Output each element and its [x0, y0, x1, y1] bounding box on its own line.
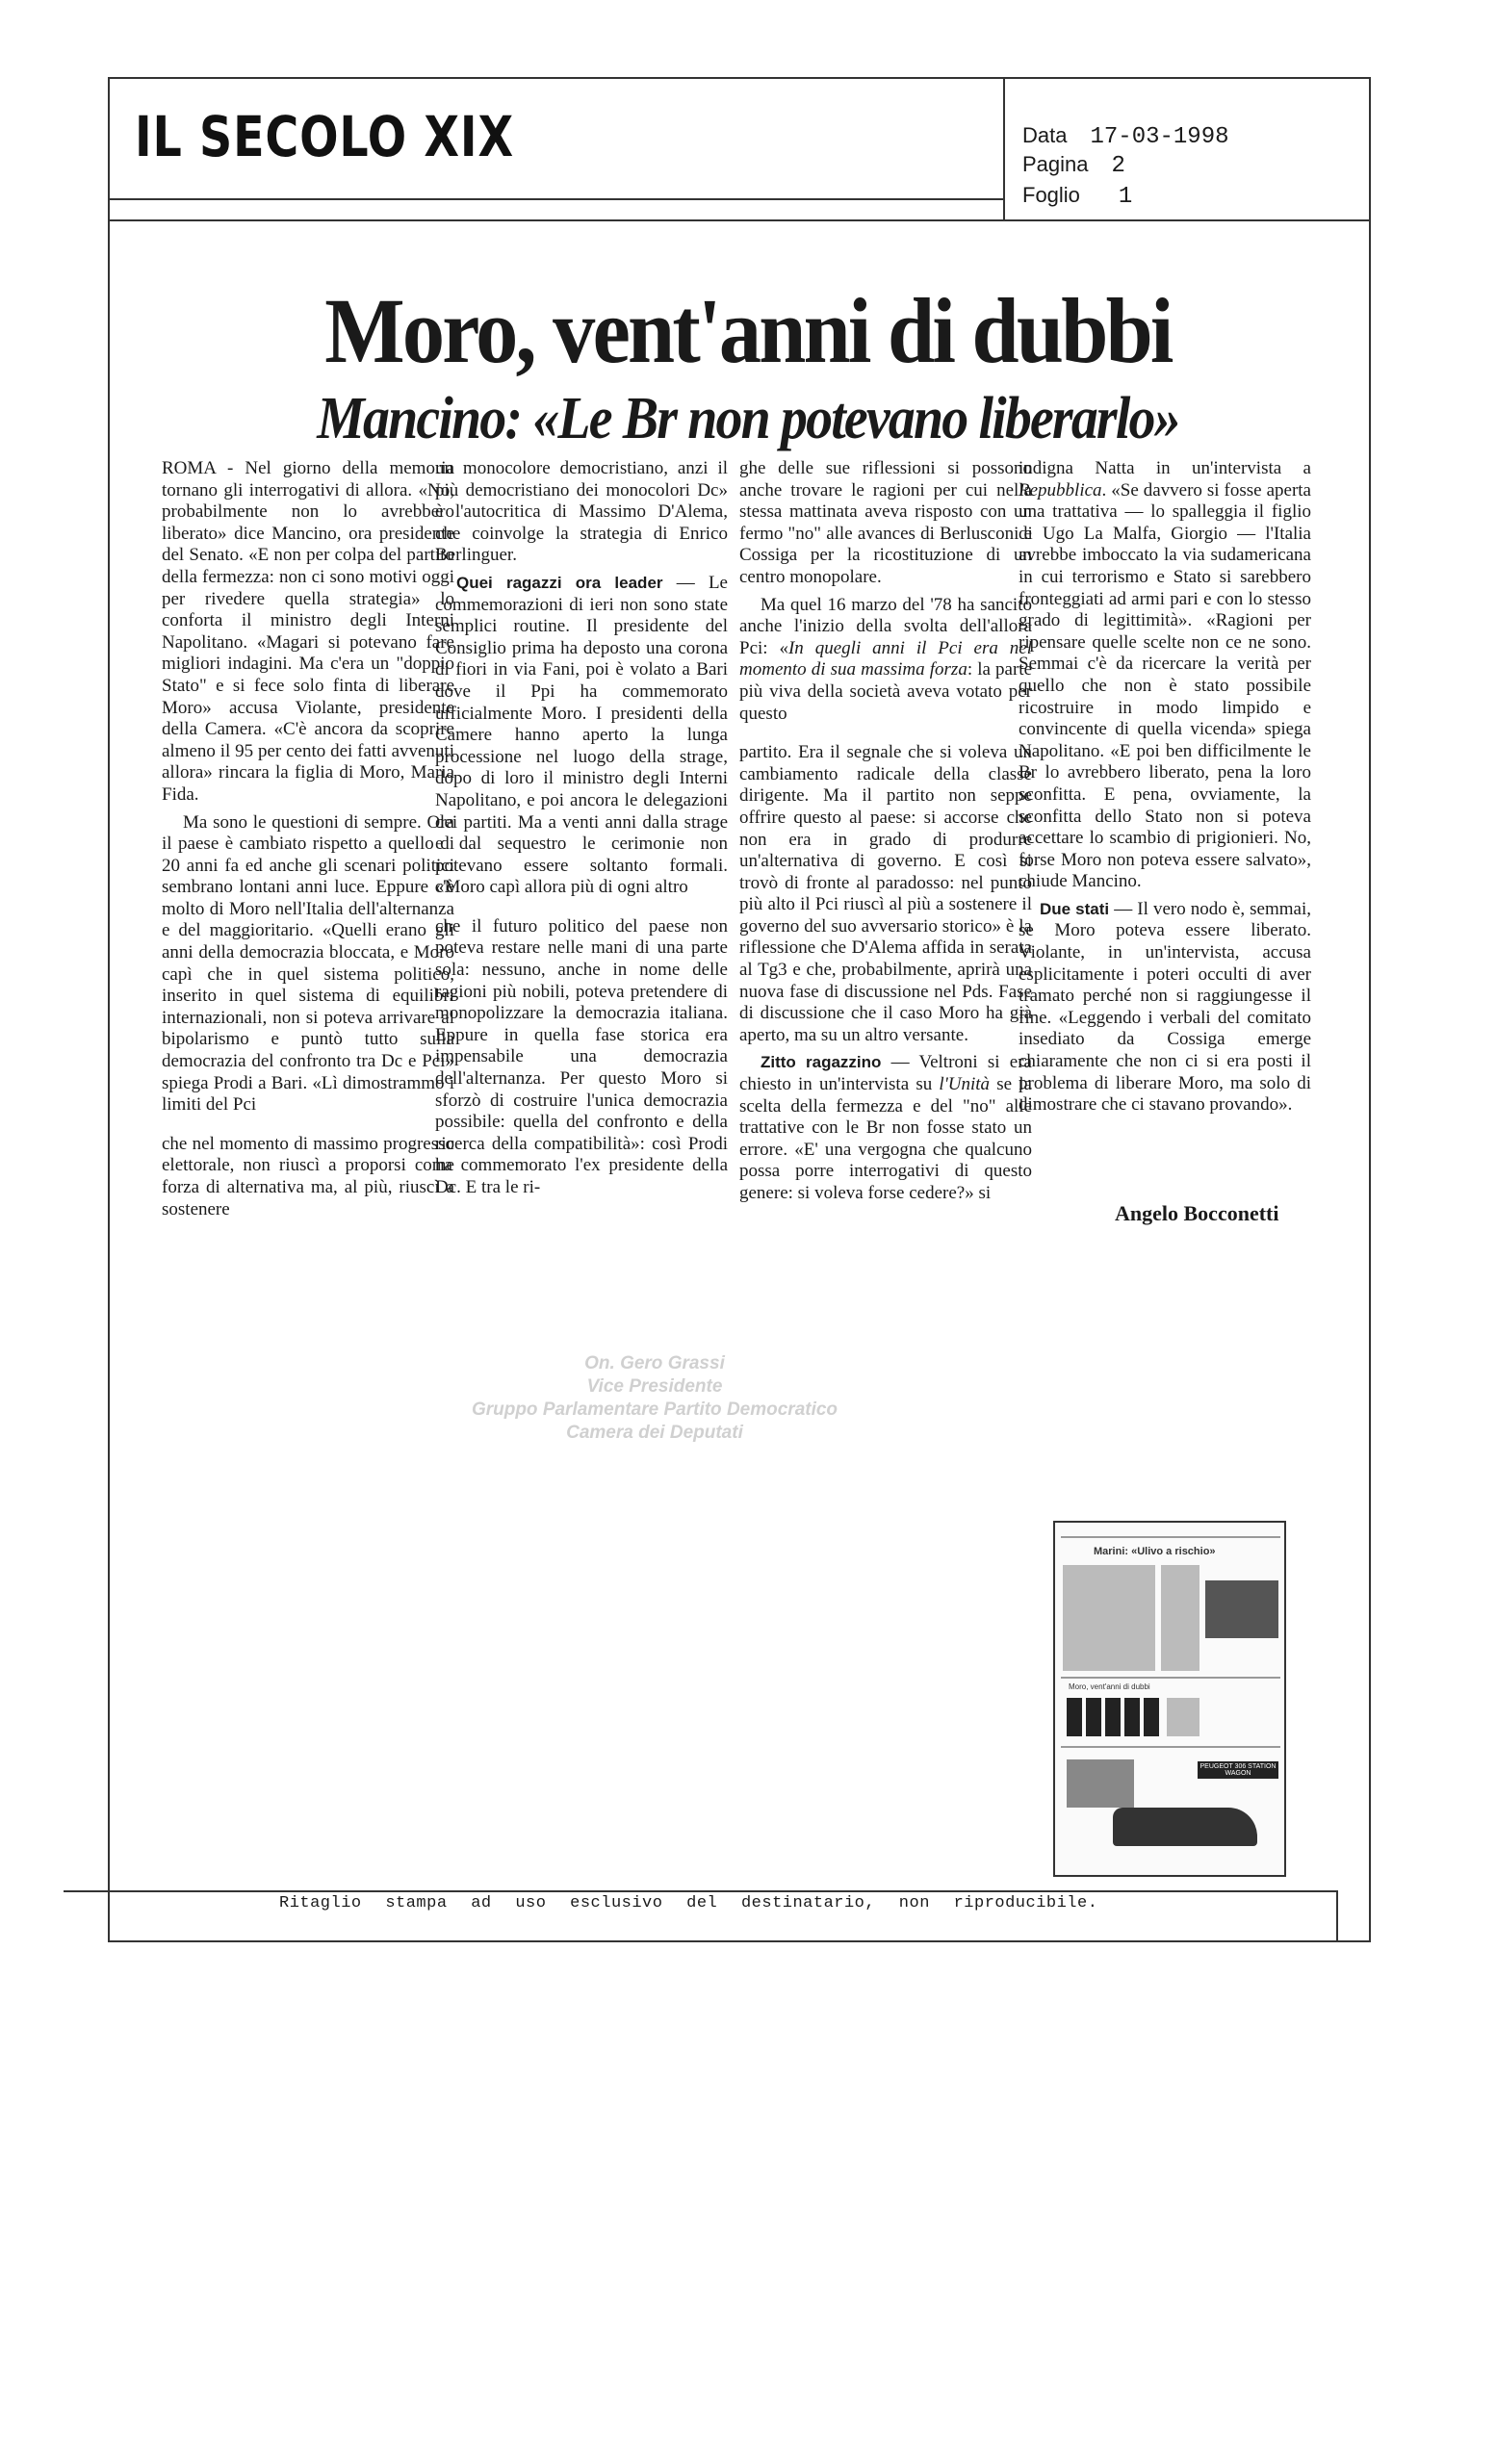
meta-foglio-row — [1022, 183, 1132, 210]
thumb-text-block — [1161, 1565, 1199, 1671]
subheadline: Mancino: «Le Br non potevano liberarlo» — [317, 386, 1179, 451]
thumb-photo — [1067, 1698, 1082, 1736]
meta-pagina-value: 2 — [1111, 153, 1125, 179]
thumb-ad-car — [1113, 1808, 1257, 1846]
author-signature: Angelo Bocconetti — [1115, 1201, 1279, 1225]
paragraph — [739, 1052, 1032, 1204]
thumb-rule — [1061, 1677, 1280, 1679]
thumb-text-block — [1167, 1698, 1199, 1736]
paragraph: Ma sono le questioni di sempre. Ora il paese è cambiato rispetto a quello di 20 anni fa ed anche gli scenari politici sembrano lontani anni luce. Eppure c'è molto di Moro nell'Italia dell'alternanza e del maggioritario. «Quelli erano gli anni della democrazia bloccata, e Moro capì che in quel sistema politico, inserito in quel sistema di equilibri internazionali, non si poteva arrivare al bipolarismo e puntò tutto sulla democrazia del confronto tra Dc e Pci» spiega Prodi a Bari. «Lì dimostrammo i limiti del Pci — [162, 811, 454, 1116]
stamp-line: Vice Presidente — [586, 1376, 723, 1397]
article-column-1 — [162, 458, 454, 1226]
paragraph: partito. Era il segnale che si voleva un cambiamento radicale della classe dirigente. Ma il partito non seppe offrire questo al paese: si accorse che non era in grado di produrre un'alternativa di governo. E così si trovò di fronte al paradosso: nel punto più alto il Pci riuscì al più a sostenere il governo del suo avversario storico» è la riflessione che D'Alema affida in serata al Tg3 e che, probabilmente, aprirà una nuova fase di discussione nel Pds. Fase di discussione che il caso Moro ha già aperto, ma su un altro versante. — [739, 742, 1032, 1045]
paragraph — [1019, 899, 1311, 1116]
thumb-rule — [1061, 1746, 1280, 1748]
stamp-line: Camera dei Deputati — [566, 1423, 743, 1443]
thumb-photo — [1105, 1698, 1121, 1736]
paragraph: ROMA - Nel giorno della memoria tornano gli interrogativi di allora. «No, probabilmente non lo avrebbero liberato» dice Mancino, ora presidente del Senato. «E non per colpa del partito della fermezza: non ci sono motivi oggi per rivedere quella strategia» lo conforta il ministro degli Interni Napolitano. «Magari si potevano fare migliori indagini. Ma c'era un "doppio Stato" e si fece solo finta di liberare Moro» accusa Violante, presidente della Camera. «C'è ancora da scoprire almeno il 95 per cento dei fatti avvenuti allora» rincara la figlia di Moro, Maria Fida. — [162, 458, 454, 805]
paragraph-text: — Veltroni si era chiesto in un'intervista su — [739, 1052, 1032, 1095]
footer-rule — [64, 1890, 1336, 1892]
thumb-text-block — [1063, 1565, 1155, 1671]
newspaper-name: Repubblica — [1019, 479, 1102, 500]
paragraph-text: . «Se davvero si fosse aperta una trattativa — lo spalleggia il figlio di Ugo La Malfa, Giorgio — l'Italia avrebbe imboccato la via sudamericana in cui terrorismo e Stato si sarebbero fronteggiati ad armi pari e con lo stesso grado di legittimità». «Ragioni per ripensare quelle scelte non ce ne sono. Semmai c'è da ricercare la verità per quello che non è stato possibile ricostruire in modo limpido e convincente di quella vicenda» spiega Napolitano. «E poi ben difficilmente le Br lo avrebbero liberato, pena la loro sconfitta. E pena, ovviamente, la sconfitta dello Stato non si poteva accettare lo scambio di prigionieri. No, forse Moro non poteva essere salvato», chiude Mancino. — [1019, 479, 1311, 892]
thumb-photo — [1205, 1580, 1278, 1638]
thumb-ad-text: PEUGEOT 306 STATION WAGON — [1198, 1761, 1278, 1779]
paragraph: ghe delle sue riflessioni si possono anche trovare le ragioni per cui nella stessa mattinata aveva risposto con un fermo "no" alle avances di Berlusconi e Cossiga per la ricostituzione di un centro monopolare. — [739, 458, 1032, 587]
thumb-rule — [1061, 1536, 1280, 1538]
quote-text: In quegli anni il Pci era nel momento di sua massima forza — [739, 637, 1033, 680]
newspaper-name: l'Unità — [939, 1074, 991, 1095]
meta-data-label: Data — [1022, 123, 1068, 147]
section-lead-in: Zitto ragazzino — [761, 1053, 882, 1072]
headline: Moro, vent'anni di dubbi — [324, 279, 1172, 382]
thumb-headline: Marini: «Ulivo a rischio» — [1094, 1546, 1216, 1557]
header-rule — [108, 198, 1005, 200]
paragraph — [435, 573, 728, 899]
paragraph: che il futuro politico del paese non poteva restare nelle mani di una parte sola: nessuno, anche in nome delle ragioni più nobili, poteva pretendere di monopolizzare la democrazia italiana. Eppure in quella fase storica era impensabile una democrazia dell'alternanza. Per questo Moro si sforzò di costruire l'unica democrazia possibile: quella del confronto e della ricerca della compatibilità»: così Prodi ha commemorato l'ex presidente della Dc. E tra le ri- — [435, 915, 728, 1197]
paragraph: un monocolore democristiano, anzi il più democristiano dei monocolori Dc» è l'autocritica di Massimo D'Alema, che coinvolge la strategia di Enrico Berlinguer. — [435, 458, 728, 566]
meta-foglio-label: Foglio — [1022, 183, 1080, 207]
paragraph-text: — Le commemorazioni di ieri non sono state semplici routine. Il presidente del Consiglio prima ha deposto una corona di fiori in via Fani, poi è volato a Bari dove il Ppi ha commemorato ufficialmente Moro. I presidenti della Camere hanno aperto la lunga processione nel luogo della strage, dopo di loro il ministro degli Interni Napolitano, e poi ancora le delegazioni dei partiti. Ma a venti anni dalla strage e dal sequestro le cerimonie non potevano essere soltanto formali. «Moro capì allora più di ogni altro — [435, 572, 728, 898]
paragraph-text: — Il vero nodo è, semmai, se Moro poteva essere liberato. Violante, in un'intervista, accusa esplicitamente i poteri occulti di aver tramato perché non si raggiungesse il fine. «Leggendo i verbali del comitato insediato da Cossiga emerge chiaramente che non ci si era posti il problema di liberare Moro, ma solo di dimostrare che ci stavano provando». — [1019, 898, 1311, 1116]
meta-pagina-label: Pagina — [1022, 152, 1089, 176]
stamp-line: On. Gero Grassi — [584, 1353, 725, 1373]
section-lead-in: Due stati — [1040, 899, 1110, 918]
paragraph: che nel momento di massimo progresso elettorale, non riuscì a proporsi come forza di alternativa ma, al più, riuscì a sostenere — [162, 1133, 454, 1219]
meta-pagina-row — [1022, 152, 1125, 179]
paragraph-text: se la scelta della fermezza e del "no" alle trattative con le Br non fosse stato un errore. «E' una vergogna che qualcuno possa porre interrogativi di questo genere: si voleva forse cedere?» si — [739, 1074, 1032, 1203]
paragraph — [739, 595, 1032, 726]
page-thumbnail — [1053, 1521, 1286, 1877]
thumb-ad-figure — [1067, 1759, 1134, 1808]
masthead: IL SECOLO XIX — [135, 104, 514, 169]
paragraph-text: Ma quel 16 marzo del '78 ha sancito anche l'inizio della svolta dell'allora Pci: « — [739, 594, 1032, 658]
thumb-photo — [1086, 1698, 1101, 1736]
meta-foglio-value: 1 — [1118, 184, 1133, 210]
paragraph-text: indigna Natta in un'intervista a — [1019, 458, 1311, 478]
stamp-line: Gruppo Parlamentare Partito Democratico — [471, 1399, 838, 1420]
paragraph-text: : la parte più viva della società aveva votato per questo — [739, 659, 1032, 724]
thumb-photo — [1124, 1698, 1140, 1736]
faint-stamp — [414, 1352, 895, 1445]
footer-notice: Ritaglio stampa ad uso esclusivo del destinatario, non riproducibile. — [279, 1894, 1098, 1912]
thumb-inner-headline: Moro, vent'anni di dubbi — [1069, 1682, 1150, 1691]
paragraph — [1019, 458, 1311, 893]
meta-data-value: 17-03-1998 — [1090, 124, 1229, 150]
meta-data-row — [1022, 123, 1229, 150]
footer-rule-right — [1336, 1890, 1338, 1940]
article-column-3 — [739, 458, 1032, 1211]
article-column-4 — [1019, 458, 1311, 1122]
article-column-2 — [435, 458, 728, 1205]
thumb-photo — [1144, 1698, 1159, 1736]
section-lead-in: Quei ragazzi ora leader — [456, 573, 663, 592]
